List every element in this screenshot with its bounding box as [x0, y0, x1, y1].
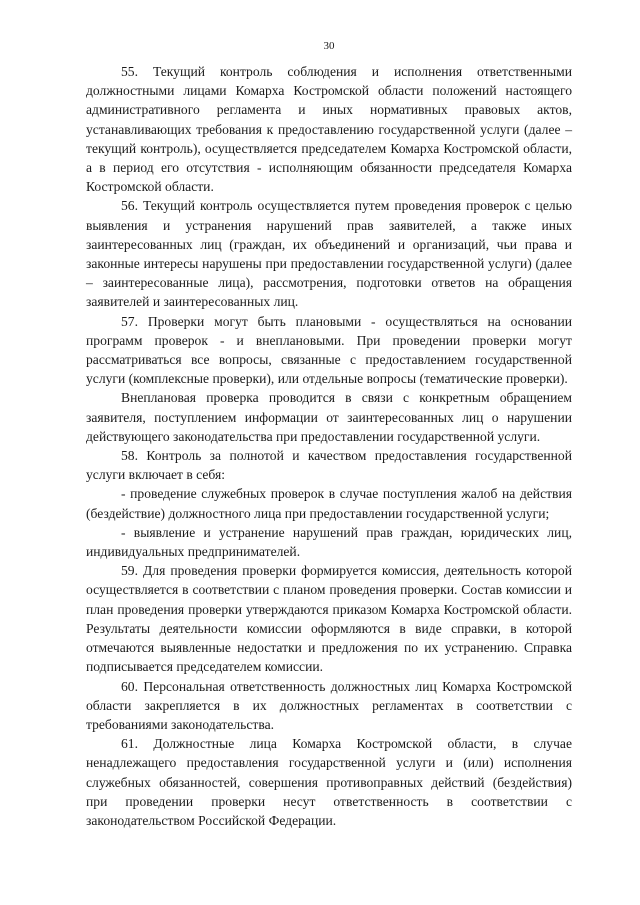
paragraph-61: 61. Должностные лица Комарха Костромской области, в случае ненадлежащего предоставления государственной услуги и (или) исполнения служебных обязанностей, совершения противоправных действий (бездействия) при проведении проверки несут ответственность в соответствии с законодательством Российской Федерации. [86, 736, 572, 828]
paragraph-60: 60. Персональная ответственность должностных лиц Комарха Костромской области закрепляется в их должностных регламентах в соответствии с требованиями законодательства. [86, 678, 572, 732]
paragraph-57: 57. Проверки могут быть плановыми - осуществляться на основании программ проверок - и внеплановыми. При проведении проверки могут рассматриваться все вопросы, связанные с предоставлением государственной услуги (комплексные проверки), или отдельные вопросы (тематические проверки). [86, 313, 572, 387]
document-page [86, 0, 572, 905]
paragraph-59: 59. Для проведения проверки формируется комиссия, деятельность которой осуществляется в соответствии с планом проведения проверки. Состав комиссии и план проведения проверки утверждаются приказом Комарха Костромской области. Результаты деятельности комиссии оформляются в виде справки, в которой отмечаются выявленные недостатки и предложения по их устранению. Справка подписывается председателем комиссии. [86, 563, 572, 675]
paragraph-unscheduled-inspection: Внеплановая проверка проводится в связи с конкретным обращением заявителя, поступлением информации от заинтересованных лиц о нарушении действующего законодательства при предоставлении государственной услуги. [86, 390, 572, 444]
list-item-violations: - выявление и устранение нарушений прав граждан, юридических лиц, индивидуальных предпринимателей. [86, 524, 572, 560]
paragraph-55: 55. Текущий контроль соблюдения и исполнения ответственными должностными лицами Комарха Костромской области положений настоящего административного регламента и иных нормативных правовых актов, устанавливающих требования к предоставлению государственной услуги (далее – текущий контроль), осуществляется председателем Комарха Костромской области, а в период его отсутствия - исполняющим обязанности председателя Комарха Костромской области. [86, 64, 572, 195]
paragraph-58: 58. Контроль за полнотой и качеством предоставления государственной услуги включает в себя: [86, 448, 572, 483]
list-item-official-inspections: - проведение служебных проверок в случае поступления жалоб на действия (бездействие) должностного лица при предоставлении государственной услуги; [86, 486, 572, 521]
page-number: 30 [323, 40, 335, 52]
document-body [86, 62, 572, 830]
paragraph-56: 56. Текущий контроль осуществляется путем проведения проверок с целью выявления и устранения нарушений прав заявителей, а также иных заинтересованных лиц (граждан, их объединений и организаций, чьи права и законные интересы нарушены при предоставлении государственной услуги) (далее – заинтересованные лица), рассмотрения, подготовки ответов на обращения заявителей и заинтересованных лиц. [86, 198, 572, 310]
